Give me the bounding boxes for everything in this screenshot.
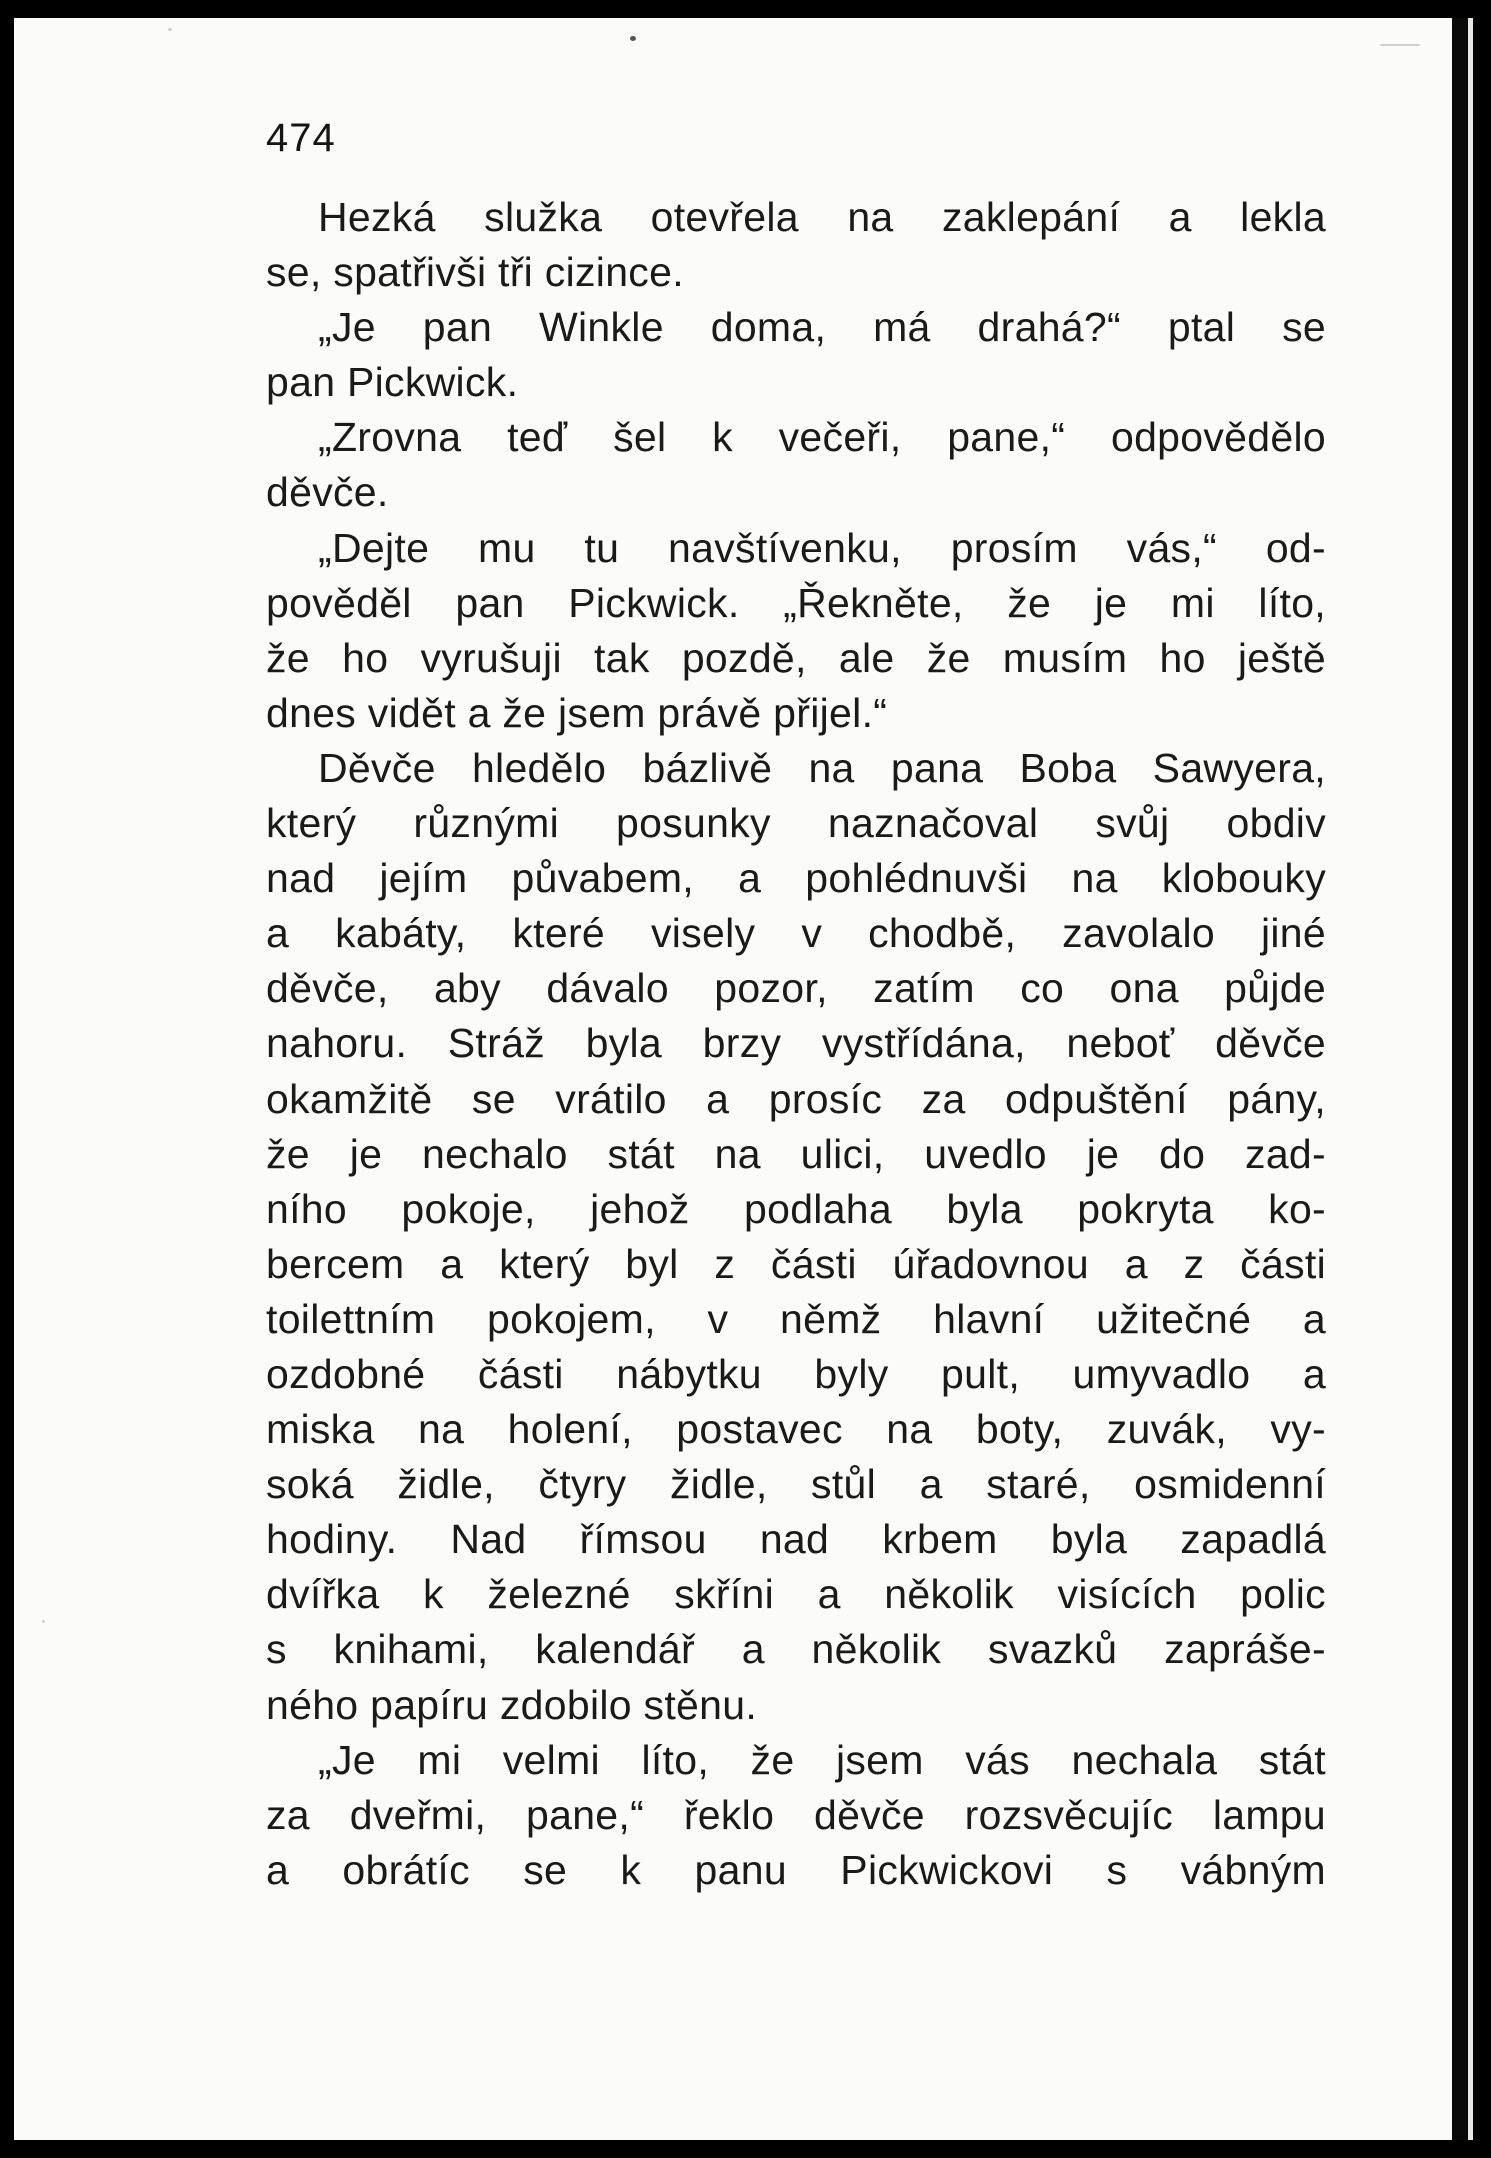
text-line: ního pokoje, jehož podlaha byla pokryta ko- (266, 1185, 1326, 1232)
body-text (266, 190, 1326, 1898)
page-edge-shadow (1452, 18, 1468, 2140)
text-line: za dveřmi, pane,“ řeklo děvče rozsvěcujíc lampu (266, 1791, 1326, 1838)
text-line: Hezká služka otevřela na zaklepání a lekla (318, 194, 1326, 240)
paper-speck (630, 36, 636, 41)
text-line: děvče. (266, 469, 389, 516)
text-line: s knihami, kalendář a několik svazků zapráše- (266, 1626, 1326, 1673)
text-line: toilettním pokojem, v němž hlavní užitečné a (266, 1295, 1326, 1342)
text-line: že je nechalo stát na ulici, uvedlo je do zad- (266, 1130, 1326, 1177)
paper-speck (168, 28, 172, 31)
text-line: Děvče hledělo bázlivě na pana Boba Sawyera, (318, 744, 1326, 791)
text-line: „Dejte mu tu navštívenku, prosím vás,“ od- (318, 524, 1326, 571)
text-line: děvče, aby dávalo pozor, zatím co ona půjde (266, 965, 1326, 1012)
text-line: dvířka k železné skříni a několik visících polic (266, 1571, 1326, 1618)
text-line: nahoru. Stráž byla brzy vystřídána, neboť děvče (266, 1020, 1326, 1067)
text-line: nad jejím půvabem, a pohlédnuvši na klobouky (266, 855, 1326, 902)
text-line: ného papíru zdobilo stěnu. (266, 1681, 758, 1728)
text-line: bercem a který byl z části úřadovnou a z části (266, 1240, 1326, 1287)
text-line: okamžitě se vrátilo a prosíc za odpuštění pány, (266, 1075, 1326, 1122)
text-line: dnes vidět a že jsem právě přijel.“ (266, 689, 888, 736)
text-line: který různými posunky naznačoval svůj obdiv (266, 800, 1326, 847)
page-edge (1468, 18, 1473, 2140)
page-number: 474 (266, 116, 336, 160)
text-line: miska na holení, postavec na boty, zuvák, vy- (266, 1406, 1326, 1453)
paper-speck (42, 1620, 45, 1623)
text-line: „Zrovna teď šel k večeři, pane,“ odpovědělo (318, 414, 1326, 461)
text-line: a kabáty, které visely v chodbě, zavolalo jiné (266, 910, 1326, 957)
text-line: pan Pickwick. (266, 359, 519, 406)
text-line: a obrátíc se k panu Pickwickovi s vábným (266, 1846, 1326, 1893)
text-line: ozdobné části nábytku byly pult, umyvadlo a (266, 1350, 1326, 1397)
text-line: se, spatřivši tři cizince. (266, 249, 684, 296)
text-line: „Je mi velmi líto, že jsem vás nechala stát (318, 1736, 1326, 1783)
text-line: „Je pan Winkle doma, má drahá?“ ptal se (318, 304, 1326, 351)
text-line: že ho vyrušuji tak pozdě, ale že musím ho ještě (266, 634, 1326, 681)
paper-speck (1380, 44, 1420, 46)
text-line: hodiny. Nad římsou nad krbem byla zapadlá (266, 1516, 1326, 1563)
text-line: soká židle, čtyry židle, stůl a staré, osmidenní (266, 1461, 1326, 1508)
text-line: pověděl pan Pickwick. „Řekněte, že je mi líto, (266, 579, 1326, 626)
